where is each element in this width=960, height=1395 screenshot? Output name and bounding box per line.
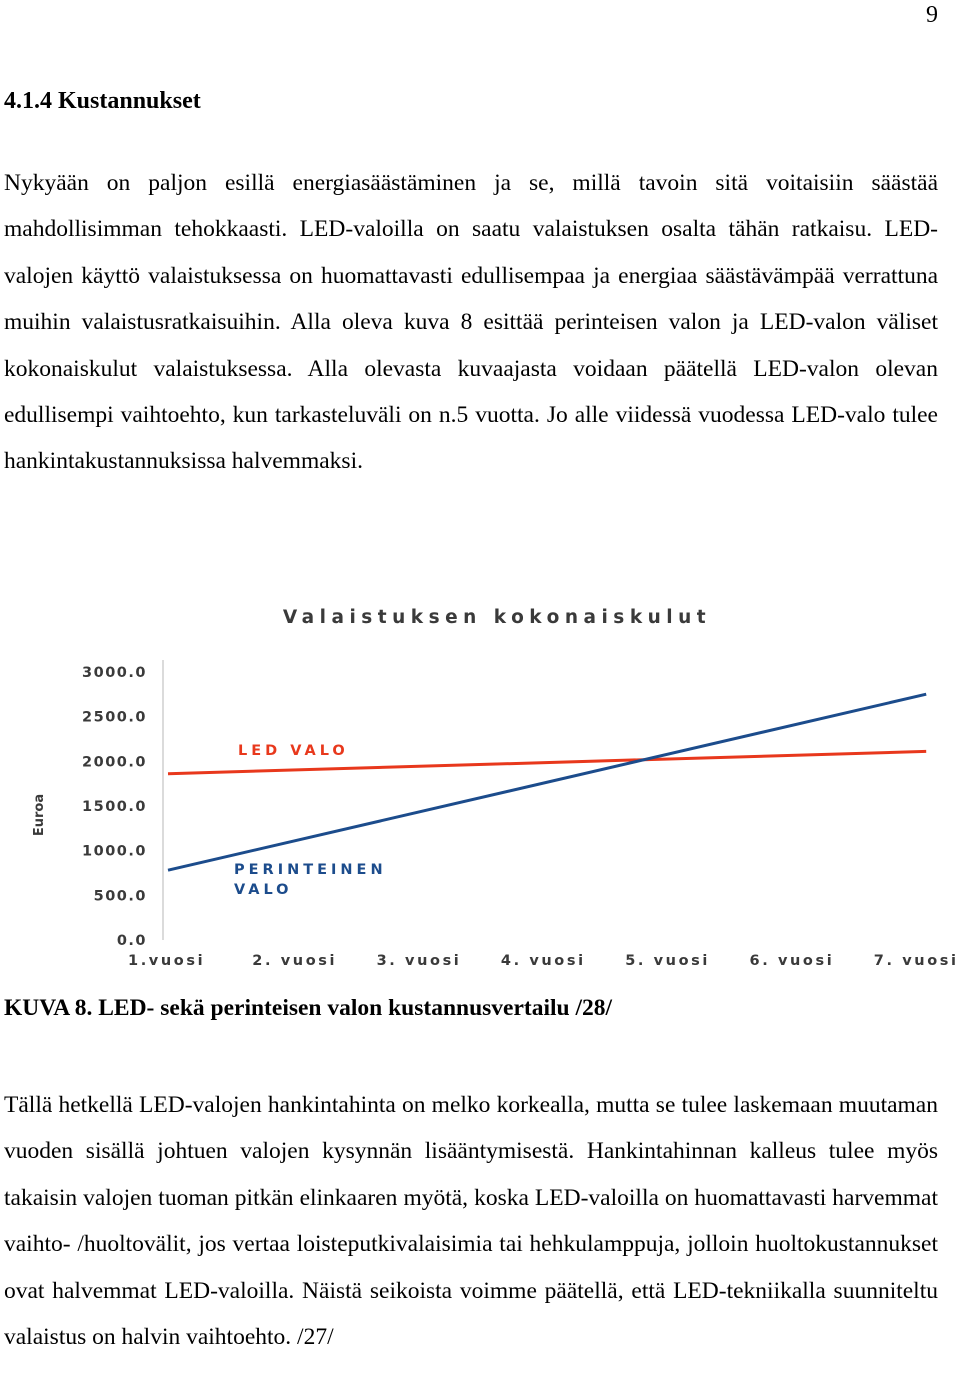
y-tick-label: 1500.0: [82, 799, 147, 815]
y-tick-label: 2000.0: [82, 754, 147, 771]
y-tick-label: 1000.0: [82, 843, 147, 860]
x-tick-label: 7. vuosi: [873, 953, 959, 969]
page-number: 9: [926, 2, 938, 28]
y-tick-label: 500.0: [93, 888, 147, 905]
x-tick-label: 6. vuosi: [749, 953, 835, 969]
x-tick-label: 5. vuosi: [625, 953, 710, 969]
x-tick-label: 1.vuosi: [128, 953, 206, 969]
x-tick-label: 3. vuosi: [376, 953, 462, 969]
x-tick-label: 2. vuosi: [252, 953, 338, 969]
body-paragraph-1: Nykyään on paljon esillä energiasäästäminen ja se, millä tavoin sitä voitaisiin säästää mahdollisimman tehokkaasti. LED-valoilla on saatu valaistuksen osalta tähän ratkaisu. LED-valojen käyttö valaistuksessa on huomattavasti edullisempaa ja energiaa säästävämpää verrattuna muihin valaistusratkaisuihin. Alla oleva kuva 8 esittää perinteisen valon ja LED-valon väliset kokonaiskulut valaistuksessa. Alla olevasta kuvaajasta voidaan päätellä LED-valon olevan edullisempi vaihtoehto, kun tarkasteluväli on n.5 vuotta. Jo alle viidessä vuodessa LED-valo tulee hankintakustannuksissa halvemmaksi.: [4, 170, 938, 475]
y-tick-label: 0.0: [116, 933, 147, 949]
series-line-traditional: [168, 694, 926, 870]
y-tick-label: 2500.0: [82, 709, 147, 726]
series-label-traditional-line1: PERINTEINEN: [234, 862, 387, 878]
section-heading: 4.1.4 Kustannukset: [4, 88, 201, 114]
y-axis-label: Euroa: [32, 793, 47, 837]
series-label-led: LED VALO: [238, 743, 349, 759]
chart-title: Valaistuksen kokonaiskulut: [282, 607, 712, 628]
body-paragraph-2: Tällä hetkellä LED-valojen hankintahinta on melko korkealla, mutta se tulee laskemaan muutaman vuoden sisällä johtuen valojen kysynnän lisääntymisestä. Hankintahinnan kalleus tulee myös takaisin valojen tuoman pitkän elinkaaren myötä, koska LED-valoilla on huomattavasti harvemmat vaihto- /huoltovälit, jos vertaa loisteputkivalaisimia tai hehkulamppuja, jolloin huoltokustannukset ovat halvemmat LED-valoilla. Näistä seikoista voimme päätellä, että LED-tekniikalla suunniteltu valaistus on halvin vaihtoehto. /27/: [4, 1092, 938, 1351]
x-tick-label: 4. vuosi: [500, 953, 586, 969]
cost-comparison-chart: [0, 590, 960, 975]
series-label-traditional-line2: VALO: [234, 882, 293, 898]
y-tick-label: 3000.0: [82, 665, 147, 681]
figure-caption: KUVA 8. LED- sekä perinteisen valon kustannusvertailu /28/: [4, 995, 613, 1021]
